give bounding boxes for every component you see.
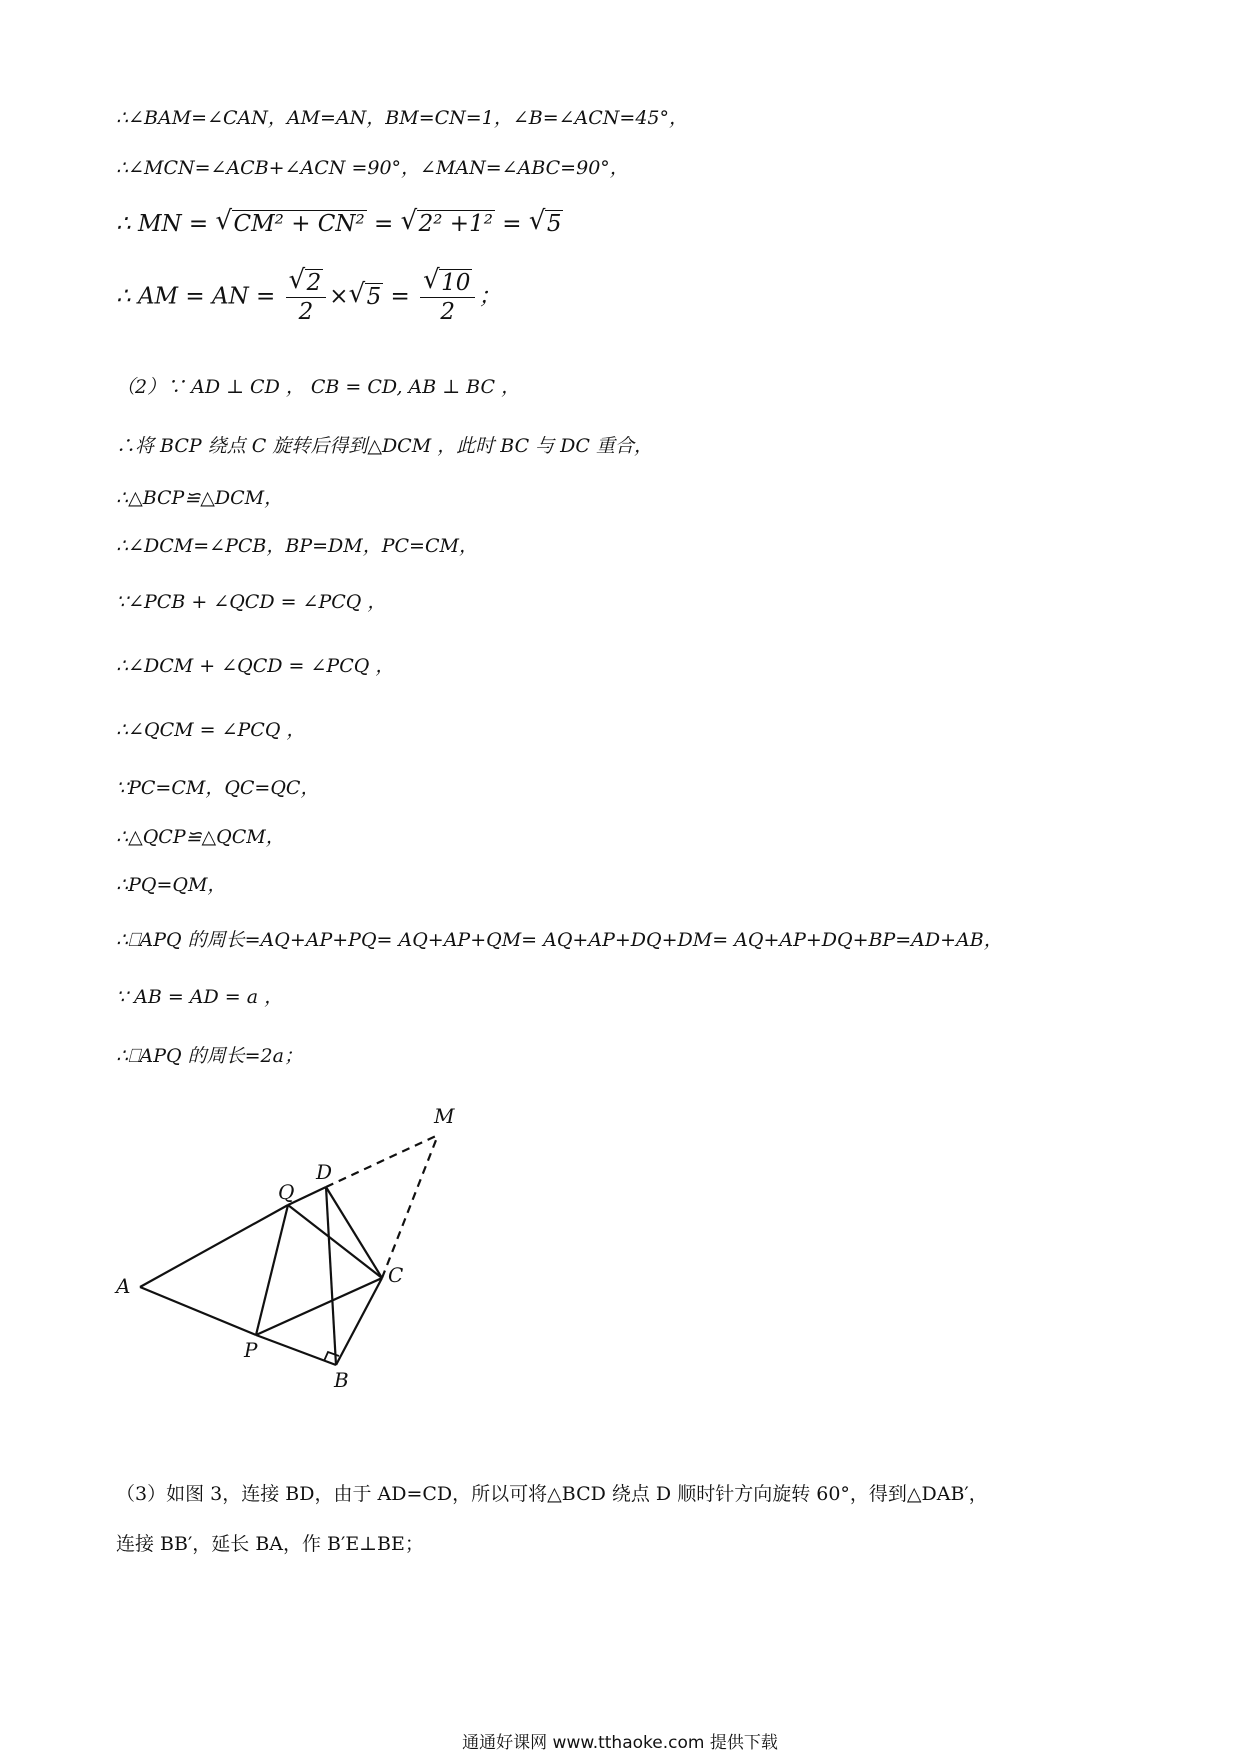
line-2: ∴∠MCN=∠ACB+∠ACN =90°，∠MAN=∠ABC=90°， <box>116 157 629 179</box>
fraction-2 <box>420 270 475 325</box>
l4-eq: = <box>390 283 410 310</box>
line-14: ∴PQ=QM， <box>116 874 227 896</box>
line-18: （3）如图 3，连接 BD，由于 AD=CD，所以可将△BCD 绕点 D 顺时针方向旋转 60°，得到△DAB′， <box>116 1483 988 1505</box>
l3-prefix: ∴ MN = <box>116 211 209 237</box>
segment-AQ <box>140 1205 288 1287</box>
line-1: ∴∠BAM=∠CAN，AM=AN，BM=CN=1，∠B=∠ACN=45°， <box>116 107 689 129</box>
label-C: C <box>388 1263 404 1287</box>
label-P: P <box>244 1338 258 1362</box>
line-12: ∵PC=CM，QC=QC， <box>116 777 320 799</box>
label-M: M <box>434 1104 455 1128</box>
label-Q: Q <box>278 1180 295 1204</box>
line-13: ∴△QCP≌△QCM， <box>116 826 285 848</box>
fraction-1 <box>286 270 327 325</box>
line-7: ∴△BCP≌△DCM， <box>116 487 284 509</box>
sqrt-4-content: 5 <box>366 283 382 310</box>
frac1-den: 2 <box>298 299 314 325</box>
line-8: ∴∠DCM=∠PCB，BP=DM，PC=CM， <box>116 535 478 557</box>
segment-QC <box>288 1205 382 1278</box>
sqrt-1-content: CM² + CN² <box>233 211 365 237</box>
line-4 <box>116 270 501 325</box>
footer-text: 通通好课网 www.tthaoke.com 提供下载 <box>462 1733 778 1753</box>
frac1-num: 2 <box>306 270 322 296</box>
frac2-num: 10 <box>441 270 471 296</box>
segment-QP <box>256 1205 288 1335</box>
line-16: ∵ AB = AD = a ， <box>116 986 284 1008</box>
label-B: B <box>334 1368 349 1392</box>
sqrt-2-content: 2² +1² <box>418 211 493 237</box>
segment-DB <box>326 1187 336 1365</box>
line-10: ∴∠DCM + ∠QCD = ∠PCQ ， <box>116 655 395 677</box>
frac2-den: 2 <box>440 299 456 325</box>
segment-PC <box>256 1278 382 1335</box>
label-A: A <box>116 1274 131 1298</box>
line-19: 连接 BB′，延长 BA，作 B′E⊥BE； <box>116 1533 424 1555</box>
sqrt-4 <box>349 285 384 309</box>
segment-DM-dashed <box>326 1135 438 1187</box>
sqrt-1 <box>216 212 367 236</box>
l3-eq2: = <box>502 211 522 237</box>
line-9: ∵∠PCB + ∠QCD = ∠PCQ ， <box>116 591 387 613</box>
l4-times: × <box>329 283 349 310</box>
sqrt-2 <box>401 212 495 236</box>
segment-AP <box>140 1287 256 1335</box>
l4-end: ； <box>478 283 502 310</box>
segment-DC <box>326 1187 382 1278</box>
sqrt-3-content: 5 <box>546 211 562 237</box>
line-5: （2）∵ AD ⊥ CD ， CB = CD, AB ⊥ BC ， <box>116 376 521 398</box>
segment-BC <box>336 1278 382 1365</box>
line-6: ∴将 BCP 绕点 C 旋转后得到△DCM ，此时 BC 与 DC 重合， <box>116 435 653 457</box>
sqrt-3 <box>529 212 564 236</box>
line-15: ∴⎕APQ 的周长=AQ+AP+PQ= AQ+AP+QM= AQ+AP+DQ+DM= AQ+AP+DQ+BP=AD+AB， <box>116 929 1003 951</box>
l3-eq1: = <box>374 211 394 237</box>
geometry-figure <box>108 1095 468 1405</box>
line-17: ∴⎕APQ 的周长=2a； <box>116 1045 303 1067</box>
line-3 <box>116 212 563 236</box>
line-11: ∴∠QCM = ∠PCQ ， <box>116 719 306 741</box>
l4-prefix: ∴ AM = AN = <box>116 283 276 310</box>
label-D: D <box>316 1160 333 1184</box>
